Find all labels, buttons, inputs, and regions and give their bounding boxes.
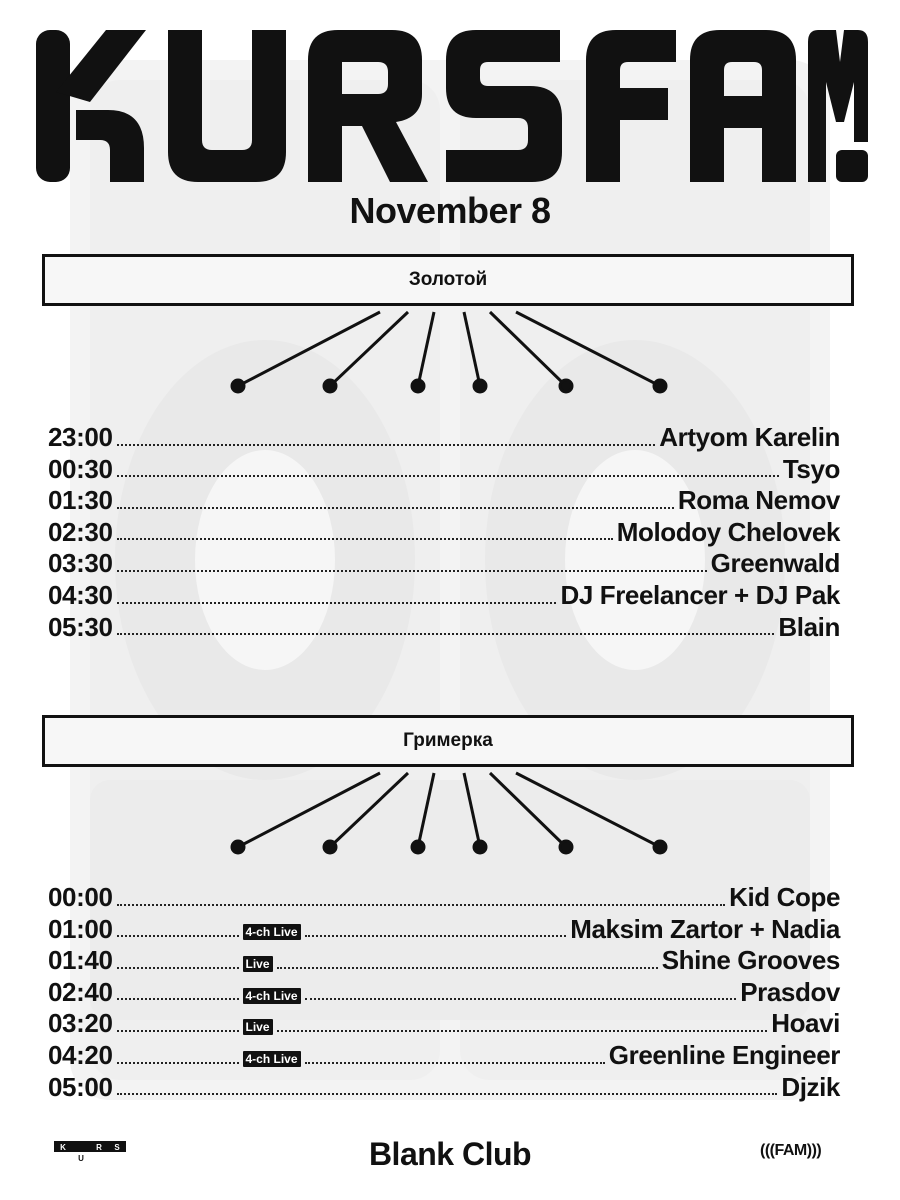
live-badge: Live <box>243 956 273 972</box>
set-time: 05:30 <box>48 611 113 642</box>
set-time: 02:30 <box>48 516 113 547</box>
schedule-row <box>48 945 840 977</box>
dotted-leader <box>117 933 239 937</box>
artist-name: Molodoy Chelovek <box>616 516 840 547</box>
dotted-leader <box>277 1028 768 1032</box>
kurs-letter: U <box>78 1154 84 1163</box>
schedule-row <box>48 1040 840 1072</box>
schedule-row <box>48 1008 840 1040</box>
schedule-row <box>48 548 840 580</box>
dotted-leader <box>305 1060 605 1064</box>
set-time: 01:40 <box>48 945 113 976</box>
artist-name: Djzik <box>781 1071 840 1102</box>
set-time: 04:20 <box>48 1039 113 1070</box>
set-time: 01:00 <box>48 913 113 944</box>
set-time: 03:20 <box>48 1008 113 1039</box>
dotted-leader <box>117 568 707 572</box>
event-date: November 8 <box>349 190 551 231</box>
dotted-leader <box>117 442 656 446</box>
schedule-row <box>48 422 840 454</box>
dotted-leader <box>305 933 567 937</box>
dotted-leader <box>117 996 239 1000</box>
set-time: 05:00 <box>48 1071 113 1102</box>
dotted-leader <box>117 600 557 604</box>
kursfam-logo <box>36 22 868 192</box>
set-time: 02:40 <box>48 976 113 1007</box>
dotted-leader <box>117 473 779 477</box>
fam-logo: (((FAM))) <box>760 1142 822 1159</box>
dotted-leader <box>305 996 737 1000</box>
artist-name: DJ Freelancer + DJ Pak <box>560 579 840 610</box>
dotted-leader <box>277 965 658 969</box>
schedule-row <box>48 882 840 914</box>
schedule-row <box>48 914 840 946</box>
live-badge: 4-ch Live <box>243 988 301 1004</box>
set-time: 01:30 <box>48 485 113 516</box>
set-time: 23:00 <box>48 422 113 452</box>
stage-1-schedule <box>48 422 840 643</box>
kurs-letter: R <box>96 1143 102 1152</box>
schedule-row <box>48 977 840 1009</box>
live-badge: 4-ch Live <box>243 1051 301 1067</box>
set-time: 00:30 <box>48 453 113 484</box>
dotted-leader <box>117 1060 239 1064</box>
schedule-row <box>48 485 840 517</box>
artist-name: Prasdov <box>740 976 840 1007</box>
stage-2-schedule <box>48 882 840 1103</box>
schedule-row <box>48 580 840 612</box>
artist-name: Hoavi <box>771 1008 840 1039</box>
artist-name: Shine Grooves <box>661 945 840 976</box>
dotted-leader <box>117 536 613 540</box>
dotted-leader <box>117 1028 239 1032</box>
schedule-row <box>48 612 840 644</box>
dotted-leader <box>117 1091 778 1095</box>
artist-name: Tsyo <box>782 453 840 484</box>
artist-name: Artyom Karelin <box>659 422 840 452</box>
artist-name: Blain <box>778 611 840 642</box>
artist-name: Kid Cope <box>729 882 840 912</box>
kurs-letter: S <box>114 1143 120 1152</box>
dotted-leader <box>117 505 674 509</box>
stage-name: Золотой <box>408 269 488 290</box>
artist-name: Greenwald <box>710 548 840 579</box>
schedule-row <box>48 1072 840 1104</box>
set-time: 00:00 <box>48 882 113 912</box>
hanging-lights-decoration <box>0 767 900 867</box>
live-badge: 4-ch Live <box>243 924 301 940</box>
dotted-leader <box>117 902 726 906</box>
kurs-letter: K <box>60 1143 66 1152</box>
schedule-row <box>48 454 840 486</box>
dotted-leader <box>117 965 239 969</box>
dotted-leader <box>117 631 775 635</box>
set-time: 03:30 <box>48 548 113 579</box>
hanging-lights-decoration <box>0 306 900 406</box>
schedule-row <box>48 517 840 549</box>
stage-header-grimerka <box>42 715 854 767</box>
live-badge: Live <box>243 1019 273 1035</box>
set-time: 04:30 <box>48 579 113 610</box>
artist-name: Roma Nemov <box>677 485 840 516</box>
venue-name: Blank Club <box>368 1136 532 1172</box>
stage-header-zolotoy <box>42 254 854 306</box>
artist-name: Greenline Engineer <box>608 1039 840 1070</box>
stage-name: Гримерка <box>403 730 493 751</box>
artist-name: Maksim Zartor + Nadia <box>570 913 840 944</box>
